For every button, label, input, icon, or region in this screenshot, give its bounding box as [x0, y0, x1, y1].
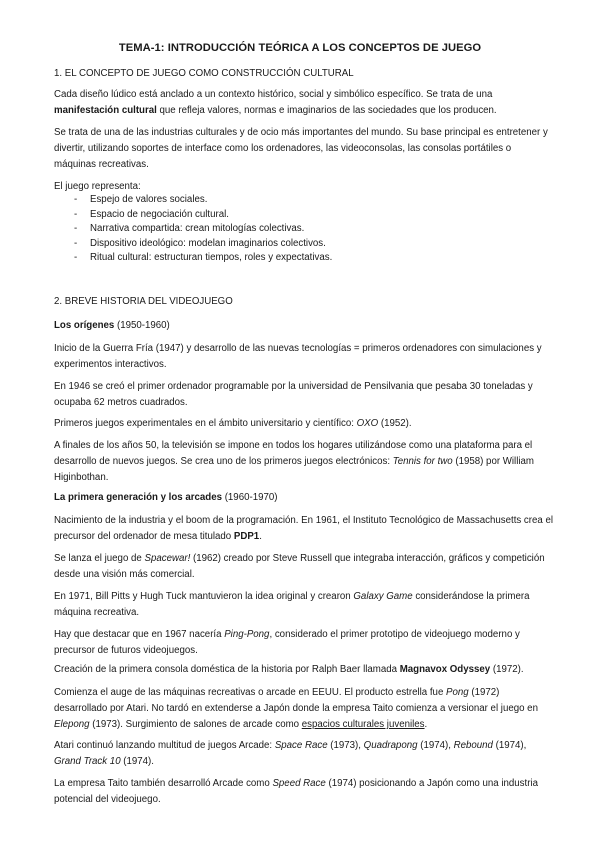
- paragraph: Cada diseño lúdico está anclado a un contexto histórico, social y simbólico específico. Se trata de una manifestación cultural que refleja valores, normas e imaginarios de las sociedades que los producen.: [54, 89, 497, 116]
- list-item: - Espejo de valores sociales.: [74, 194, 208, 205]
- list-intro: El juego representa:: [54, 181, 141, 192]
- list-item: - Dispositivo ideológico: modelan imaginarios colectivos.: [74, 237, 326, 249]
- list-item: - Espacio de negociación cultural.: [74, 208, 229, 220]
- section-heading-2: 2. BREVE HISTORIA DEL VIDEOJUEGO: [54, 296, 233, 307]
- paragraph: Inicio de la Guerra Fría (1947) y desarrollo de las nuevas tecnologías = primeros ordenadores con simulaciones y experimentos interactivos.: [54, 343, 542, 370]
- paragraph: Primeros juegos experimentales en el ámbito universitario y científico: OXO (1952).: [54, 418, 412, 429]
- paragraph: En 1971, Bill Pitts y Hugh Tuck mantuvieron la idea original y crearon Galaxy Game considerándose la primera máquina recreativa.: [54, 591, 530, 618]
- paragraph: Nacimiento de la industria y el boom de la programación. En 1961, el Instituto Tecnológico de Massachusetts crea el precursor del ordenador de mesa titulado PDP1.: [54, 515, 554, 542]
- paragraph: En 1946 se creó el primer ordenador programable por la universidad de Pensilvania que pesaba 30 toneladas y ocupaba 62 metros cuadrados.: [54, 381, 533, 408]
- paragraph: Se lanza el juego de Spacewar! (1962) creado por Steve Russell que integraba interacción, gráficos y competición desde una visión más comercial.: [54, 553, 545, 580]
- underlined-term: espacios culturales juveniles: [301, 719, 425, 730]
- paragraph: Atari continuó lanzando multitud de juegos Arcade: Space Race (1973), Quadrapong (1974), Rebound (1974), Grand Track 10 (1974).: [54, 740, 527, 767]
- paragraph: Creación de la primera consola doméstica de la historia por Ralph Baer llamada Magnavox Odyssey (1972).: [54, 664, 524, 675]
- document-title: TEMA-1: INTRODUCCIÓN TEÓRICA A LOS CONCEPTOS DE JUEGO: [118, 42, 482, 54]
- list-item: - Ritual cultural: estructuran tiempos, roles y expectativas.: [74, 252, 333, 263]
- paragraph: La empresa Taito también desarrolló Arcade como Speed Race (1974) posicionando a Japón como una industria potencial del videojuego.: [54, 778, 538, 805]
- subheading: Los orígenes (1950-1960): [54, 320, 170, 331]
- section-heading-1: 1. EL CONCEPTO DE JUEGO COMO CONSTRUCCIÓN CULTURAL: [54, 68, 354, 79]
- paragraph: Se trata de una de las industrias culturales y de ocio más importantes del mundo. Su base principal es entretener y divertir, utilizando soportes de interface como los ordenadores, las videoconsolas, las consolas portátiles o máquinas recreativas.: [54, 127, 548, 170]
- paragraph: A finales de los años 50, la televisión se impone en todos los hogares utilizándose como una plataforma para el desarrollo de nuevos juegos. Se crea uno de los primeros juegos electrónicos: Tennis for two (1958) por William Higinbothan.: [54, 440, 534, 483]
- paragraph: Hay que destacar que en 1967 nacería Ping-Pong, considerado el primer prototipo de videojuego moderno y precursor de futuros videojuegos.: [54, 629, 520, 656]
- list-item: - Narrativa compartida: crean mitologías colectivas.: [74, 223, 305, 234]
- subheading: La primera generación y los arcades (1960-1970): [54, 492, 278, 503]
- paragraph: Comienza el auge de las máquinas recreativas o arcade en EEUU. El producto estrella fue Pong (1972) desarrollado por Atari. No tardó en extenderse a Japón donde la empresa Taito comienza a versionar el juego en Elepong (1973). Surgimiento de salones de arcade como espacios culturales juveniles.: [54, 687, 538, 730]
- bold-term: manifestación cultural: [54, 105, 157, 116]
- bullet-list: [74, 193, 544, 266]
